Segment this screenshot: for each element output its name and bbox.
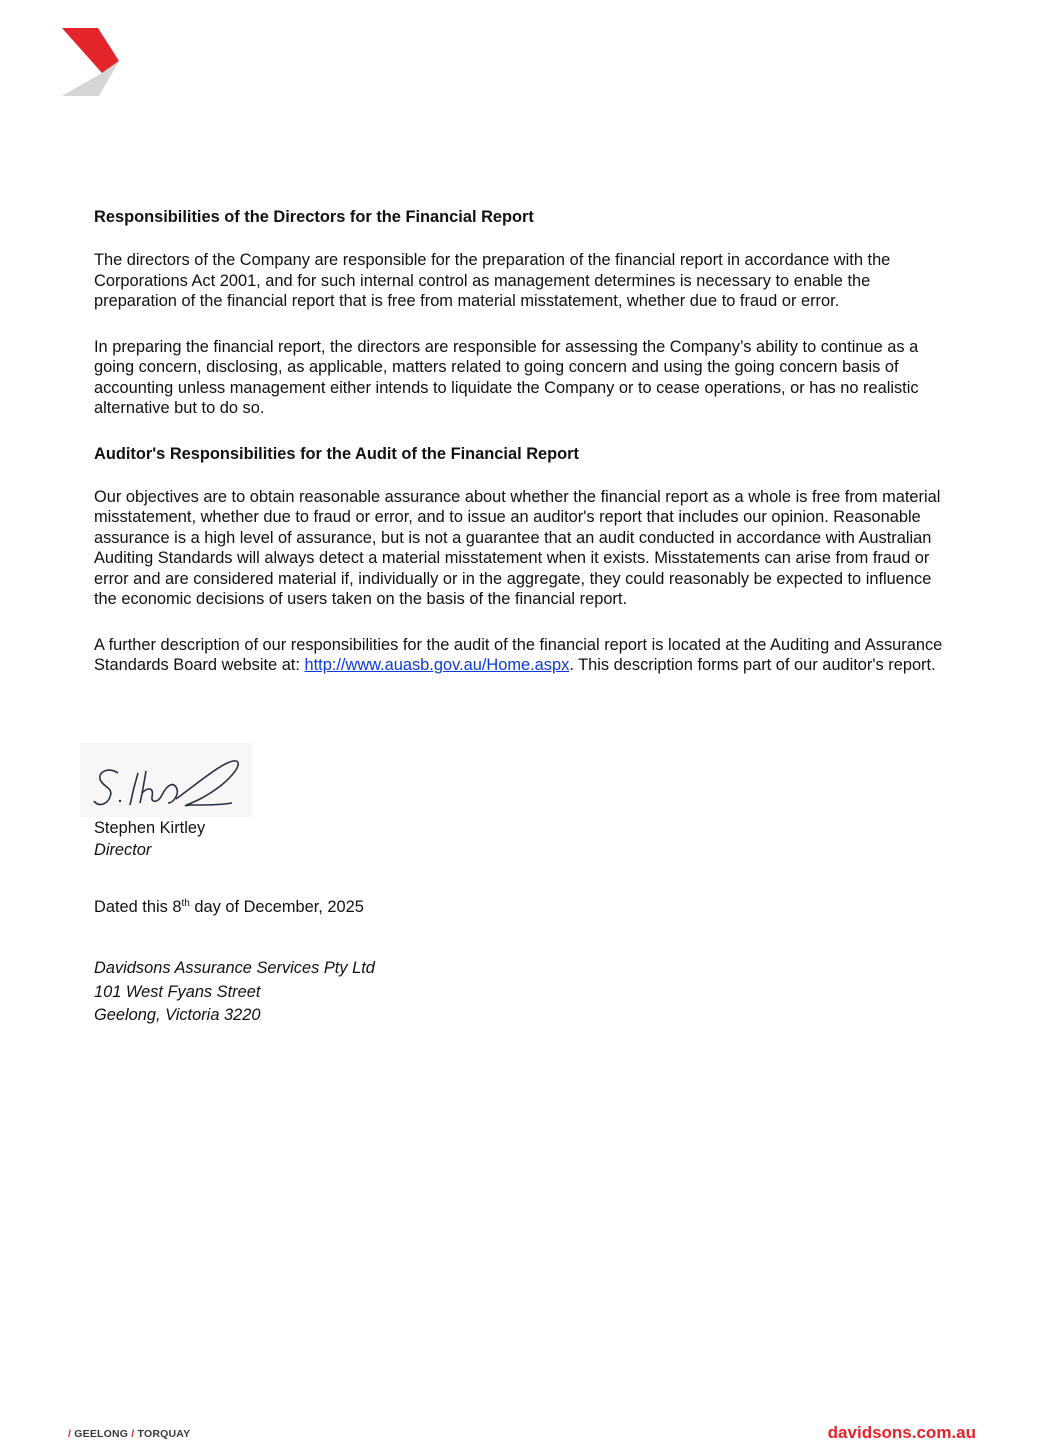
handwritten-signature-icon <box>80 743 252 817</box>
signatory-role: Director <box>94 841 152 859</box>
footer-slash-1: / <box>68 1428 72 1440</box>
directors-paragraph-1: The directors of the Company are responsible for the preparation of the financial report in accordance with the Corporations Act 2001, and for such internal control as management determines is necessary to enable the preparation of the financial report that is free from material misstatement, whether due to fraud or error. <box>94 251 891 310</box>
report-body <box>94 207 956 701</box>
auditor-paragraph-2-text-before: A further description of our responsibilities for the audit of the financial report is located at the Auditing and Assurance Standards Board website at: <box>94 635 943 674</box>
firm-address <box>94 957 375 1028</box>
davidsons-logo-icon <box>62 28 120 96</box>
footer-location-geelong: GEELONG <box>74 1428 129 1440</box>
auditor-heading: Auditor's Responsibilities for the Audit of the Financial Report <box>94 444 580 463</box>
footer-locations <box>68 1428 190 1440</box>
footer-website[interactable]: davidsons.com.au <box>827 1423 976 1442</box>
directors-paragraph-2: In preparing the financial report, the directors are responsible for assessing the Company’s ability to continue as a going concern, disclosing, as applicable, matters related to going concern and using the going concern basis of accounting unless management either intends to liquidate the Company or to cease operations, or has no realistic alternative but to do so. <box>94 337 919 417</box>
address-line-3: Geelong, Victoria 3220 <box>94 1006 261 1024</box>
address-line-2: 101 West Fyans Street <box>94 982 261 1001</box>
footer-location-torquay: TORQUAY <box>137 1428 191 1440</box>
directors-heading: Responsibilities of the Directors for the Financial Report <box>94 208 534 226</box>
auditor-paragraph-2-text-after: . This description forms part of our auditor's report. <box>569 656 936 674</box>
date-prefix: Dated this 8 <box>94 898 182 916</box>
address-line-1: Davidsons Assurance Services Pty Ltd <box>94 959 375 977</box>
auditor-paragraph-2 <box>94 635 956 676</box>
auasb-website-link[interactable]: http://www.auasb.gov.au/Home.aspx <box>304 656 570 674</box>
signatory-name: Stephen Kirtley <box>94 819 206 837</box>
date-ordinal-suffix: th <box>181 898 190 909</box>
date-line <box>94 896 364 918</box>
signature-block <box>80 743 420 861</box>
footer-slash-2: / <box>131 1428 135 1440</box>
auditor-paragraph-1: Our objectives are to obtain reasonable assurance about whether the financial report as a whole is free from material misstatement, whether due to fraud or error, and to issue an auditor's report that includes our opinion. Reasonable assurance is a high level of assurance, but is not a guarantee that an audit conducted in accordance with Australian Auditing Standards will always detect a material misstatement when it exists. Misstatements can arise from fraud or error and are considered material if, individually or in the aggregate, they could reasonably be expected to influence the economic decisions of users taken on the basis of the financial report. <box>94 487 941 608</box>
date-rest: day of December, 2025 <box>189 898 364 916</box>
